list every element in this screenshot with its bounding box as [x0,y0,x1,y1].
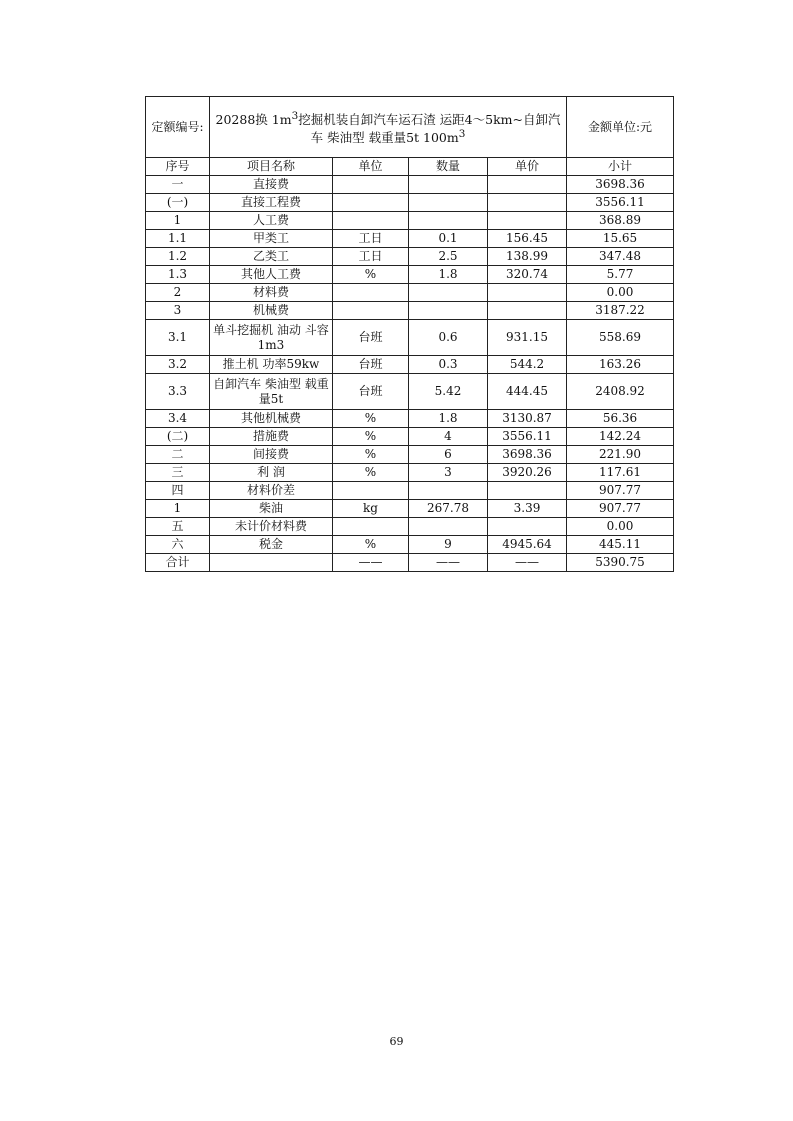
cell-subtotal: 3187.22 [567,302,674,320]
cell-subtotal: 15.65 [567,230,674,248]
cell-name: 自卸汽车 柴油型 载重量5t [210,374,333,410]
cell-qty [409,284,488,302]
cell-price [488,518,567,536]
cell-qty: 1.8 [409,410,488,428]
cell-subtotal: 117.61 [567,464,674,482]
cell-no: 三 [146,464,210,482]
cell-unit [333,284,409,302]
cell-subtotal: 5390.75 [567,554,674,572]
cell-unit: % [333,428,409,446]
cell-subtotal: 907.77 [567,482,674,500]
cell-subtotal: 3556.11 [567,194,674,212]
cell-unit: % [333,536,409,554]
cell-subtotal: 445.11 [567,536,674,554]
table-row [146,230,674,248]
table-row [146,446,674,464]
cell-name [210,554,333,572]
cell-price [488,302,567,320]
cell-no: 六 [146,536,210,554]
cell-unit: 台班 [333,356,409,374]
cell-unit [333,194,409,212]
cell-subtotal: 56.36 [567,410,674,428]
cell-unit: % [333,410,409,428]
amount-unit-label: 金额单位:元 [567,97,674,158]
cell-name: 机械费 [210,302,333,320]
cell-no: 二 [146,446,210,464]
cell-no: 合计 [146,554,210,572]
cell-price: 544.2 [488,356,567,374]
cell-qty: 3 [409,464,488,482]
cell-qty [409,302,488,320]
cell-name: 直接费 [210,176,333,194]
cell-subtotal: 5.77 [567,266,674,284]
cell-qty: 267.78 [409,500,488,518]
table-row [146,536,674,554]
cell-no: (二) [146,428,210,446]
cell-qty: 9 [409,536,488,554]
cell-name: 甲类工 [210,230,333,248]
cell-qty: 0.1 [409,230,488,248]
table-row [146,356,674,374]
cell-name: 措施费 [210,428,333,446]
table-row [146,320,674,356]
cell-qty: 0.3 [409,356,488,374]
cell-no: 3.2 [146,356,210,374]
cell-subtotal: 347.48 [567,248,674,266]
cell-no: 1.3 [146,266,210,284]
cell-price [488,212,567,230]
cell-unit: kg [333,500,409,518]
cell-name: 间接费 [210,446,333,464]
table-row [146,410,674,428]
column-header-row [146,158,674,176]
cell-no: 1 [146,212,210,230]
table-row [146,284,674,302]
cell-no: 一 [146,176,210,194]
cell-price: 3698.36 [488,446,567,464]
cell-name: 人工费 [210,212,333,230]
cell-price: 320.74 [488,266,567,284]
cell-qty [409,518,488,536]
cell-unit [333,212,409,230]
table-row [146,248,674,266]
cell-unit: % [333,464,409,482]
column-header: 单位 [333,158,409,176]
cell-qty [409,176,488,194]
cell-subtotal: 368.89 [567,212,674,230]
cell-qty: 6 [409,446,488,464]
table-row [146,302,674,320]
cell-qty: 2.5 [409,248,488,266]
column-header: 序号 [146,158,210,176]
table-row [146,266,674,284]
cell-subtotal: 558.69 [567,320,674,356]
cell-unit: 工日 [333,230,409,248]
table-row [146,194,674,212]
table-row [146,554,674,572]
cell-name: 其他人工费 [210,266,333,284]
cell-subtotal: 221.90 [567,446,674,464]
cell-price: 3130.87 [488,410,567,428]
cell-name: 柴油 [210,500,333,518]
cell-no: 3.1 [146,320,210,356]
cell-unit [333,302,409,320]
cell-qty [409,212,488,230]
cell-no: 1.1 [146,230,210,248]
cell-unit [333,176,409,194]
cell-price [488,482,567,500]
cell-name: 材料费 [210,284,333,302]
column-header: 小计 [567,158,674,176]
cell-subtotal: 142.24 [567,428,674,446]
cell-price: 4945.64 [488,536,567,554]
cell-name: 税金 [210,536,333,554]
cell-price: 156.45 [488,230,567,248]
cell-name: 未计价材料费 [210,518,333,536]
cell-name: 直接工程费 [210,194,333,212]
table-row [146,518,674,536]
cell-price: 931.15 [488,320,567,356]
cell-no: 五 [146,518,210,536]
cell-name: 推土机 功率59kw [210,356,333,374]
cell-subtotal: 0.00 [567,284,674,302]
cell-no: 2 [146,284,210,302]
column-header: 数量 [409,158,488,176]
table-row [146,176,674,194]
cell-subtotal: 163.26 [567,356,674,374]
cell-no: 3.3 [146,374,210,410]
cell-no: (一) [146,194,210,212]
cell-qty: —— [409,554,488,572]
cell-unit: 工日 [333,248,409,266]
cell-subtotal: 3698.36 [567,176,674,194]
cell-price: 3556.11 [488,428,567,446]
cell-name: 单斗挖掘机 油动 斗容1m3 [210,320,333,356]
cell-qty [409,194,488,212]
page-number: 69 [389,1035,404,1048]
cell-price [488,176,567,194]
cell-name: 乙类工 [210,248,333,266]
cell-unit: 台班 [333,374,409,410]
cell-name: 材料价差 [210,482,333,500]
cell-price: —— [488,554,567,572]
cell-unit: —— [333,554,409,572]
cell-name: 利 润 [210,464,333,482]
cell-no: 3.4 [146,410,210,428]
quota-title: 20288换 $1m^3$挖掘机装自卸汽车运石渣 运距4～5km~自卸汽车 柴油型 载重量5t $100m^3$ [210,97,567,158]
table-row [146,374,674,410]
column-header: 项目名称 [210,158,333,176]
cell-no: 1.2 [146,248,210,266]
cell-subtotal: 907.77 [567,500,674,518]
cell-unit: % [333,446,409,464]
column-header: 单价 [488,158,567,176]
cell-no: 1 [146,500,210,518]
table-row [146,464,674,482]
cell-qty: 0.6 [409,320,488,356]
cell-price: 3920.26 [488,464,567,482]
cell-price [488,284,567,302]
quota-table [145,96,674,572]
cell-unit: 台班 [333,320,409,356]
quota-label: 定额编号: [146,97,210,158]
cell-price: 444.45 [488,374,567,410]
cell-price [488,194,567,212]
table-row [146,482,674,500]
cell-subtotal: 0.00 [567,518,674,536]
cell-subtotal: 2408.92 [567,374,674,410]
cell-unit [333,482,409,500]
cell-qty: 1.8 [409,266,488,284]
table-row [146,428,674,446]
cell-qty: 5.42 [409,374,488,410]
cell-qty: 4 [409,428,488,446]
cell-unit [333,518,409,536]
cell-price: 138.99 [488,248,567,266]
cell-price: 3.39 [488,500,567,518]
cell-no: 四 [146,482,210,500]
quota-header-row [146,97,674,158]
cell-qty [409,482,488,500]
cell-no: 3 [146,302,210,320]
cell-unit: % [333,266,409,284]
table-row [146,500,674,518]
table-row [146,212,674,230]
cell-name: 其他机械费 [210,410,333,428]
